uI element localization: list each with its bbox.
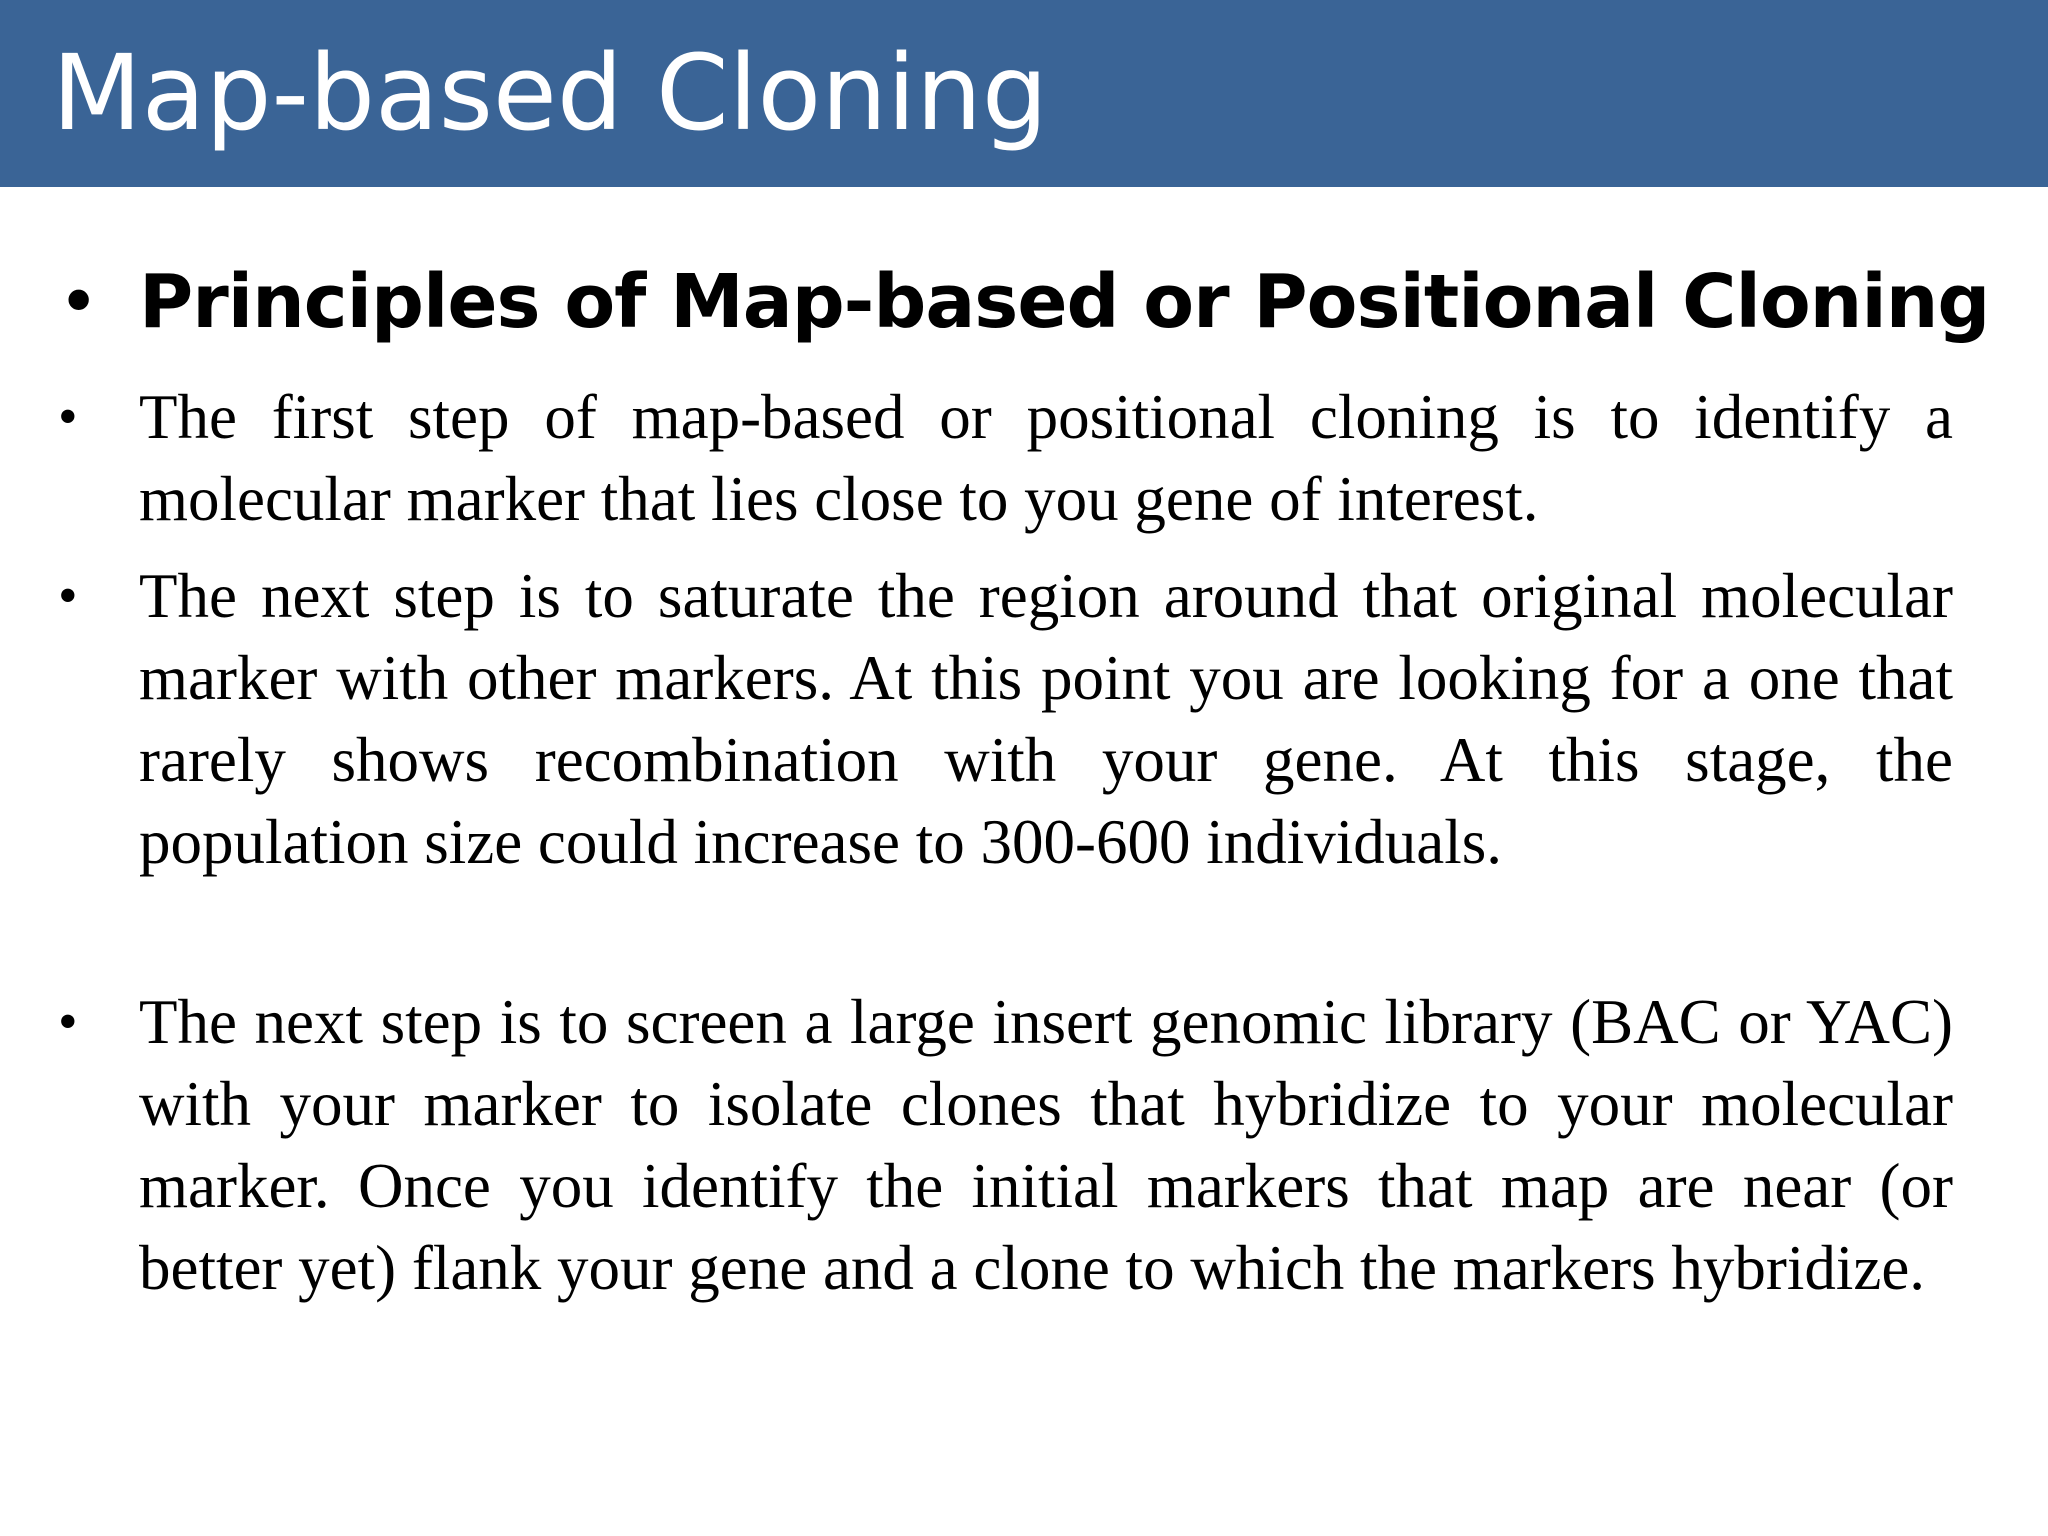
slide-title: Map-based Cloning bbox=[52, 32, 1048, 154]
bullet-marker: • bbox=[58, 991, 78, 1053]
bullet-text: The next step is to saturate the region around that original molecular marker with other markers. At this point you are looking for a one that rarely shows recombination with your gene. At this stage, the population size could increase to 300-600 individuals. bbox=[139, 561, 1953, 877]
bullet-text: The first step of map-based or positional cloning is to identify a molecular marker that lies close to you gene of interest. bbox=[139, 382, 1953, 534]
bullet-text: The next step is to screen a large insert genomic library (BAC or YAC) with your marker to isolate clones that hybridize to your molecular marker. Once you identify the initial markers that map are near (or better yet) flank your gene and a clone to which the markers hybridize. bbox=[139, 987, 1953, 1303]
bullet-marker: • bbox=[58, 386, 78, 448]
bullet-marker: • bbox=[58, 261, 100, 343]
heading-text: Principles of Map-based or Positional Cloning bbox=[139, 259, 1990, 345]
bullet-marker: • bbox=[58, 565, 78, 627]
title-bar bbox=[0, 0, 2048, 187]
